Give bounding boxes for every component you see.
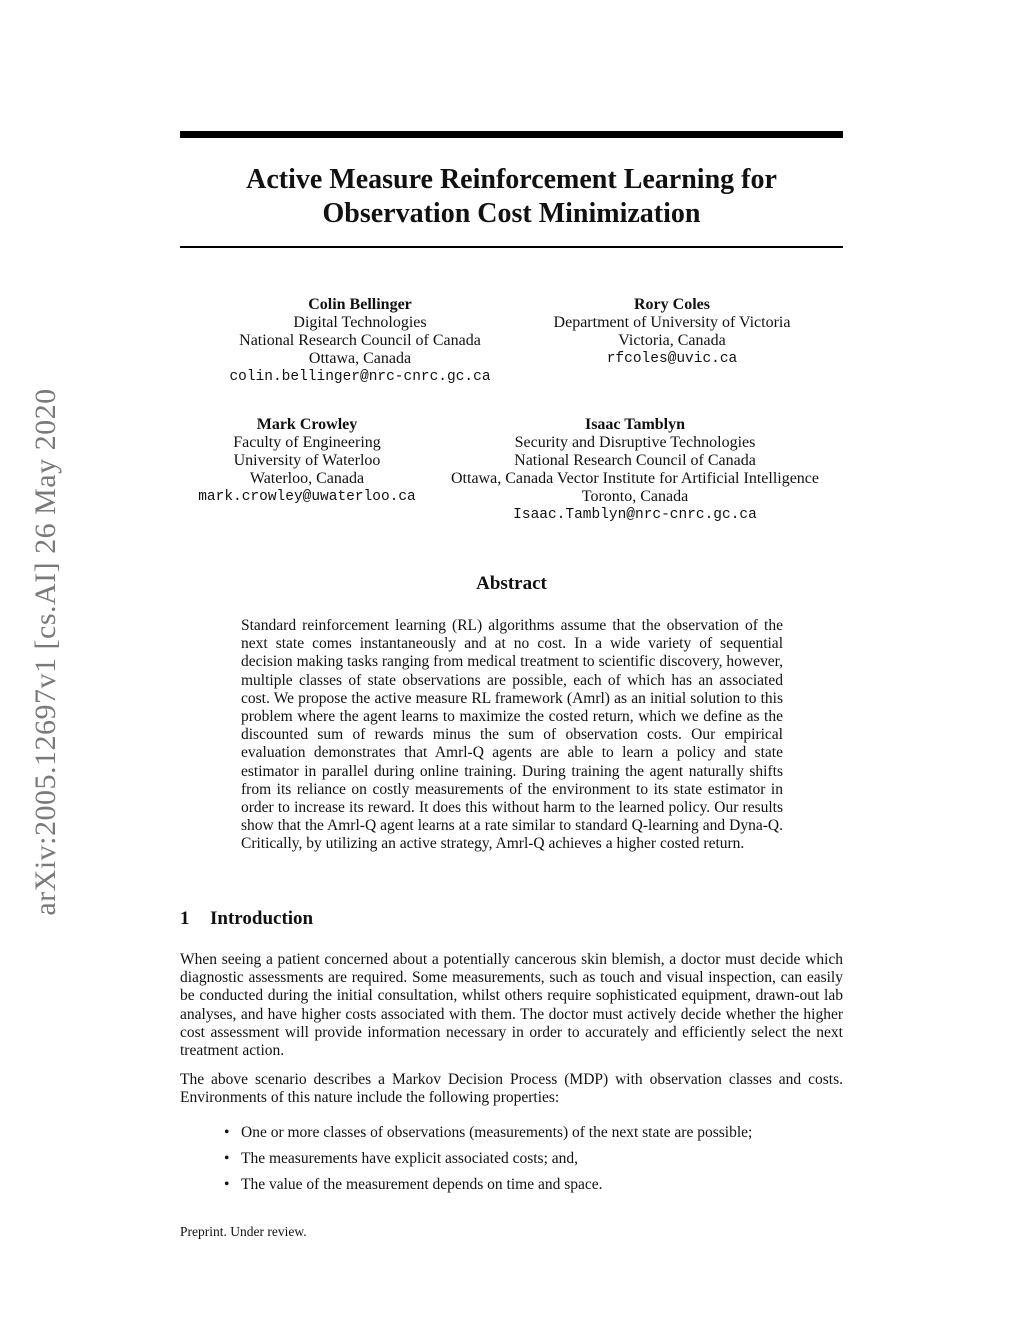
- paper-title: [180, 163, 843, 231]
- footer-note: Preprint. Under review.: [180, 1224, 307, 1239]
- author-affiliation: Security and Disruptive Technologies: [514, 434, 756, 451]
- intro-paragraph: The above scenario describes a Markov Decision Process (MDP) with observation classes and costs. Environments of this nature include the following properties:: [180, 1071, 843, 1107]
- author-block: [229, 296, 490, 386]
- author-name: Rory Coles: [634, 296, 710, 313]
- intro-paragraph: When seeing a patient concerned about a potentially cancerous skin blemish, a doctor must decide which diagnostic assessments are required. Some measurements, such as touch and visual inspection, can easily be conducted during the initial consultation, whilst others require sophisticated equipment, drawn-out lab analyses, and have higher costs associated with them. The doctor must actively decide whether the higher cost assessment will provide information necessary in order to accurately and efficiently select the next treatment action.: [180, 951, 843, 1060]
- list-item: • The value of the measurement depends on time and space.: [222, 1176, 752, 1194]
- author-affiliation: Faculty of Engineering: [233, 434, 381, 451]
- author-affiliation: Digital Technologies: [293, 314, 427, 331]
- list-item: • One or more classes of observations (measurements) of the next state are possible;: [222, 1124, 752, 1142]
- title-rule-top: [180, 131, 843, 138]
- author-email: mark.crowley@uwaterloo.ca: [198, 489, 416, 505]
- arxiv-stamp-text: arXiv:2005.12697v1 [cs.AI] 26 May 2020: [29, 388, 62, 916]
- author-affiliation: Ottawa, Canada Vector Institute for Artificial Intelligence: [450, 470, 820, 487]
- author-affiliation: Department of University of Victoria: [553, 314, 791, 331]
- author-affiliation: Toronto, Canada: [581, 488, 689, 505]
- section-title-text: Introduction: [210, 908, 314, 929]
- author-affiliation: Victoria, Canada: [618, 332, 726, 349]
- author-affiliation: National Research Council of Canada: [239, 332, 481, 349]
- author-block: [198, 416, 416, 506]
- author-email: Isaac.Tamblyn@nrc-cnrc.gc.ca: [513, 507, 757, 523]
- author-affiliation: Waterloo, Canada: [249, 470, 365, 487]
- author-name: Isaac Tamblyn: [584, 416, 686, 433]
- author-block: [451, 416, 819, 524]
- abstract-heading: Abstract: [476, 573, 547, 594]
- author-block: [554, 296, 791, 368]
- property-list: [222, 1124, 752, 1202]
- author-affiliation: Ottawa, Canada: [308, 350, 412, 367]
- section-heading: [180, 908, 313, 930]
- abstract-text: Standard reinforcement learning (RL) algorithms assume that the observation of the next state comes instantaneously and at no cost. In a wide variety of sequential decision making tasks ranging from medical treatment to scientific discovery, however, multiple classes of state observations are possible, each of which has an associated cost. We propose the active measure RL framework (Amrl) as an initial solution to this problem where the agent learns to maximize the costed return, which we define as the discounted sum of rewards minus the sum of observation costs. Our empirical evaluation demonstrates that Amrl-Q agents are able to learn a policy and state estimator in parallel during online training. During training the agent naturally shifts from its reliance on costly measurements of the environment to its state estimator in order to increase its reward. It does this without harm to the learned policy. Our results show that the Amrl-Q agent learns at a rate similar to standard Q-learning and Dyna-Q. Critically, by utilizing an active strategy, Amrl-Q achieves a higher costed return.: [241, 617, 783, 853]
- section-number: 1: [180, 908, 190, 929]
- title-rule-bottom: [180, 246, 843, 248]
- author-email: colin.bellinger@nrc-cnrc.gc.ca: [229, 369, 491, 385]
- title-line-2: Observation Cost Minimization: [322, 198, 701, 229]
- title-line-1: Active Measure Reinforcement Learning for: [246, 164, 777, 195]
- author-name: Colin Bellinger: [308, 296, 412, 313]
- author-email: rfcoles@uvic.ca: [606, 351, 738, 367]
- author-affiliation: University of Waterloo: [233, 452, 381, 469]
- list-item: • The measurements have explicit associated costs; and,: [222, 1150, 752, 1168]
- author-affiliation: National Research Council of Canada: [514, 452, 756, 469]
- author-name: Mark Crowley: [256, 416, 358, 433]
